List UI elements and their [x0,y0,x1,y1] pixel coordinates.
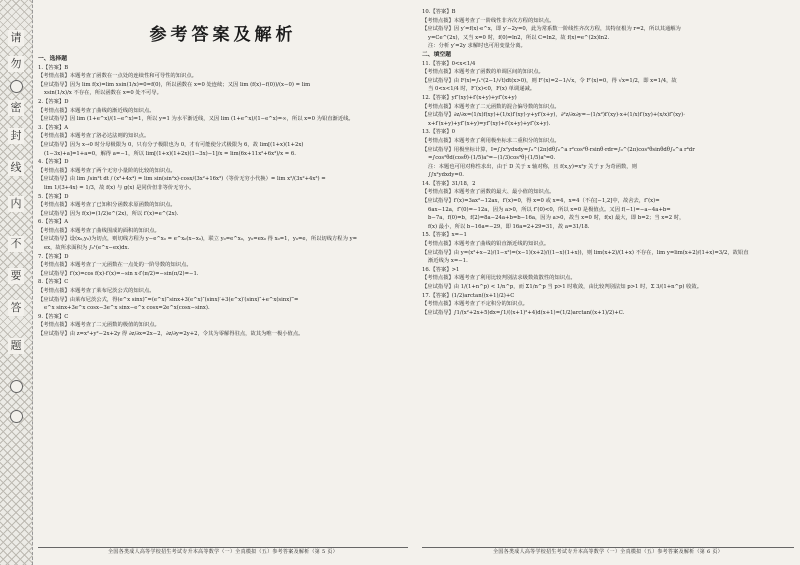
text-line: xsin(1/x)/x 不存在，所以函数在 x=0 处不可导。 [44,90,162,97]
text-line: 【考情点拨】本题考查了函数的单调区间的知识点。 [422,69,544,76]
text-line: 【应试指导】因 y′=f(x)·e^x，即 y′−2y=0，此为常系数一阶线性齐次方程，其特征根为 r=2，所以其通解为 [422,26,681,33]
text-line: 【考情点拨】本题考查了曲线的渐近线的知识点。 [38,107,155,114]
text-line: 【考情点拨】本题考查了曲线的铅直渐近线的知识点。 [422,241,550,248]
text-line: 【考情点拨】本题考查了一元函数在一点处的一阶导数的知识点。 [38,262,192,269]
text-line: y=Ce^(2x)，又当 x=0 时，f(0)=ln2，所以 C=ln2，故 f(x)=e^(2x)ln2. [428,34,610,41]
binding-word: 封 [8,128,24,144]
text-line: 【考情点拨】本题考查了函数在一点处的连续性和可导性的知识点。 [38,73,197,80]
answer-line: 1.【答案】B [38,64,69,71]
answer-line: 8.【答案】C [38,279,69,286]
answer-line: 10.【答案】B [422,9,456,15]
text-line: 6ax−12a，f″(0)=−12a，因为 a>0，所以 f″(0)<0，所以 x=0 是极值点。又因 f(−1)=−a−4a+b= [428,206,671,213]
answer-line: 7.【答案】D [38,253,69,260]
binding-word: 要 [8,268,24,284]
text-line: 【应试指导】由 1/(1+n^p) < 1/n^p，而 Σ1/n^p 当 p>1 时收敛，由比较判别法知 p>1 时，Σ 3/(1+n^p) 收敛。 [422,284,703,290]
left-content [38,64,408,339]
text-line: 注：本题也可用对称性求出，由于 D 关于 x 轴对称，且 f(x,y)=x²y 关于 y 为奇函数，则 [428,163,637,170]
text-line: ∫∫x²ydxdy=0. [428,172,464,179]
text-line: 【应试指导】用极坐标计算，I=∫∫x²ydxdy=∫₀^(2π)dθ∫₀^a r²cos²θ·rsinθ·rdr=∫₀^(2π)cos²θsinθdθ∫₀^a r⁴dr [422,146,695,153]
text-line: 【考情点拨】本题考查了曲线围成的面积的知识点。 [38,227,160,234]
right-page [422,8,794,557]
text-line: lim 1/(3+4x) = 1/3，故 f(x) 与 g(x) 是同价但非等价无穷小。 [44,184,195,191]
answer-line: 17.【答案】(1/2)arctan((x+1)/2)+C [422,292,515,299]
text-line: e^x sinx+3e^x cosx−3e^x sinx−e^x cosx=2e^x(cosx−sinx). [44,305,210,312]
text-line: 当 0<x<1/4 时，F′(x)<0，F(x) 单调递减。 [428,86,536,93]
text-line: 【应试指导】∫1/(x²+2x+5)dx=∫1/((x+1)²+4)d(x+1)=(1/2)arctan((x+1)/2)+C. [422,309,625,316]
text-line: 注：分析 y′=2y 求解时也可用变量分离。 [428,43,526,50]
answer-line: 4.【答案】D [38,159,69,166]
text-line: 【考情点拨】本题考查了两个无穷小量阶的比较的知识点。 [38,167,176,174]
text-line: 【应试指导】设(x₀,y₀)为切点，则切线方程为 y−e^x₀ = e^x₀(x−x₀)，联立 y₀=e^x₀，y₀=ex₀ 得 x₀=1，y₀=e，所以切线方程为 y= [38,236,358,243]
answer-line: 13.【答案】0 [422,129,455,136]
text-line: x+f′(x+y)+yf″(x+y)=yf″(xy)+f′(x+y)+yf″(x+y). [428,120,551,127]
answer-line: 12.【答案】yf″(xy)+f′(x+y)+yf″(x+y) [422,94,517,101]
answer-line: 2.【答案】D [38,98,69,105]
binding-word: 请 [8,30,24,46]
text-line: 【考情点拨】本题考查了函数的最大、最小值的知识点。 [422,189,555,196]
binding-margin [0,0,33,565]
text-line: 【应试指导】由 z=x²+y²−2x+2y 得 ∂z/∂x=2x−2，∂z/∂y=2y+2，令其为零解得驻点，故其为唯一极小值点。 [38,331,304,337]
text-line: (1−3x)+a]=1+a=0，解得 a=−1，所以 lim[(1+x)(1+2x)(1−3x)−1]/x = lim(6x+11x²+6x³)/x = 6. [44,150,296,157]
text-line: 【考情点拨】本题考查了莱布尼茨公式的知识点。 [38,288,155,295]
text-line: 【应试指导】f′(x)=cos f(x)·f′(x)=−sin x·f′(π/2)=−sin(π/2)=−1. [38,270,199,277]
text-line: 【考情点拨】本题考查了利用比较判别法求级数敛散性的知识点。 [422,275,576,282]
left-footer: 全国各类成人高等学校招生考试专升本高等数学（一）全真模拟（五）参考答案及解析（第 5 页） [38,547,408,557]
binding-word: 不 [8,236,24,252]
text-line: 【应试指导】∂z/∂x=(1/x)f(xy)+(1/x)f′(xy)·y+yf′(x+y)，∂²z/∂x∂y=−(1/x²)f′(xy)·x+(1/x)f′(xy)+(x/x)f″(xy)· [422,112,685,119]
section-heading: 二、填空题 [422,51,451,58]
right-content-top [422,8,794,51]
text-line: ex，故所求面积为 ∫₀¹(e^x−ex)dx. [44,245,130,252]
binding-word: 密 [8,100,24,116]
section-heading: 一、选择题 [38,56,67,62]
answer-line: 16.【答案】>1 [422,266,460,273]
answer-line: 5.【答案】D [38,193,69,200]
text-line: =∫cos²θd(cosθ)·(1/5)a⁵=−(1/3)cos³θ|·(1/5)a⁵=0. [428,155,556,162]
text-line: 【考情点拨】本题考查了利用极坐标求二重积分的知识点。 [422,137,560,144]
text-line: 【应试指导】f′(x)=3ax²−12ax，f′(x)=0，得 x=0 或 x=4，x=4（不在[−1,2]中，故舍去，f″(x)= [422,198,660,205]
page-title: 参考答案及解析 [149,25,297,45]
text-line: 【应试指导】因为 x→0 时分母极限为 0，只有分子极限也为 0，才有可能使分式极限为 6，故 lim[(1+x)(1+2x) [38,141,304,148]
answer-line: 11.【答案】0<x<1/4 [422,60,476,67]
text-line: 【应试指导】因 lim (1+e^x)/(1−e^x)=1，所以 y=1 为水平渐近线，又因 lim (1+e^x)/(1−e^x)=∞，所以 x=0 为铅直渐近线。 [38,116,354,123]
text-line: 【考情点拨】本题考查了二元函数的极值的知识点。 [38,322,160,329]
answer-line: 6.【答案】A [38,219,69,226]
right-content [422,60,794,318]
text-line: 【考情点拨】本题考查了洛必达法则的知识点。 [38,133,150,140]
binding-word: 线 [8,160,24,176]
binding-hole [10,410,23,423]
text-line: 【考情点拨】本题考查了一阶线性非齐次方程的知识点。 [422,17,555,24]
text-line: f(x) 最小，所以 b−16a=−29，即 16a=2+29=31，故 a=31/18. [428,223,590,230]
text-line: 【考情点拨】本题考查了已知积分函数求原函数的知识点。 [38,202,176,209]
text-line: 【应试指导】由 F(x)=∫₁ˣ(2−1/√t)dt(x>0)，则 F′(x)=2−1/√x，令 F′(x)=0，得 √x=1/2，即 x=1/4，故 [422,77,677,84]
binding-word: 勿 [8,56,24,72]
text-line: 【应试指导】由 y=(x²+x−2)/(1−x²)=(x−1)(x+2)/((1−x)(1+x))，则 lim(x+2)/(1+x) 不存在，lim y=lim(x+2)/(1+x)=3/2，故铅直 [422,249,749,256]
text-line: 【考情点拨】本题考查了二元函数的混合偏导数的知识点。 [422,103,560,110]
right-footer: 全国各类成人高等学校招生考试专升本高等数学（一）全真模拟（五）参考答案及解析（第 6 页） [422,547,794,557]
answer-line: 14.【答案】31/18，2 [422,180,476,187]
text-line: 【考情点拨】本题考查了不定积分的知识点。 [422,301,528,308]
text-line: 【应试指导】由 lim ∫sin²t dt / (x³+4x⁴) = lim sin(sin²x)·cosx/(3x²+16x³)（等价无穷小代换）= lim x²/(3x²+4x³) = [38,176,326,183]
binding-hole [10,80,23,93]
binding-word: 内 [8,196,24,212]
text-line: 渐近线为 x=−1. [428,258,468,265]
answer-line: 9.【答案】C [38,313,69,320]
text-line: 【应试指导】因为 lim f(x)=lim xsin(1/x)=0=f(0)，所以函数在 x=0 处连续；又因 lim (f(x)−f(0))/(x−0) = lim [38,81,311,88]
left-page [38,8,408,557]
text-line: 【应试指导】由莱布尼茨公式，得(e^x sinx)‴=(e^x)‴sinx+3(e^x)″(sinx)′+3(e^x)′(sinx)″+e^x(sinx)‴= [38,296,299,303]
binding-word: 题 [8,338,24,354]
binding-word: 答 [8,300,24,316]
text-line: b−7a，f(0)=b，f(2)=8a−24a+b=b−16a，因为 a>0，故当 x=0 时，f(x) 最大，即 b=2；当 x=2 时， [428,215,685,222]
answer-line: 3.【答案】A [38,124,69,131]
binding-hole [10,380,23,393]
answer-line: 15.【答案】x=−1 [422,232,467,239]
text-line: 【应试指导】因为 f(x)=(1/2)e^(2x)，所以 f′(x)=e^(2x). [38,210,179,217]
